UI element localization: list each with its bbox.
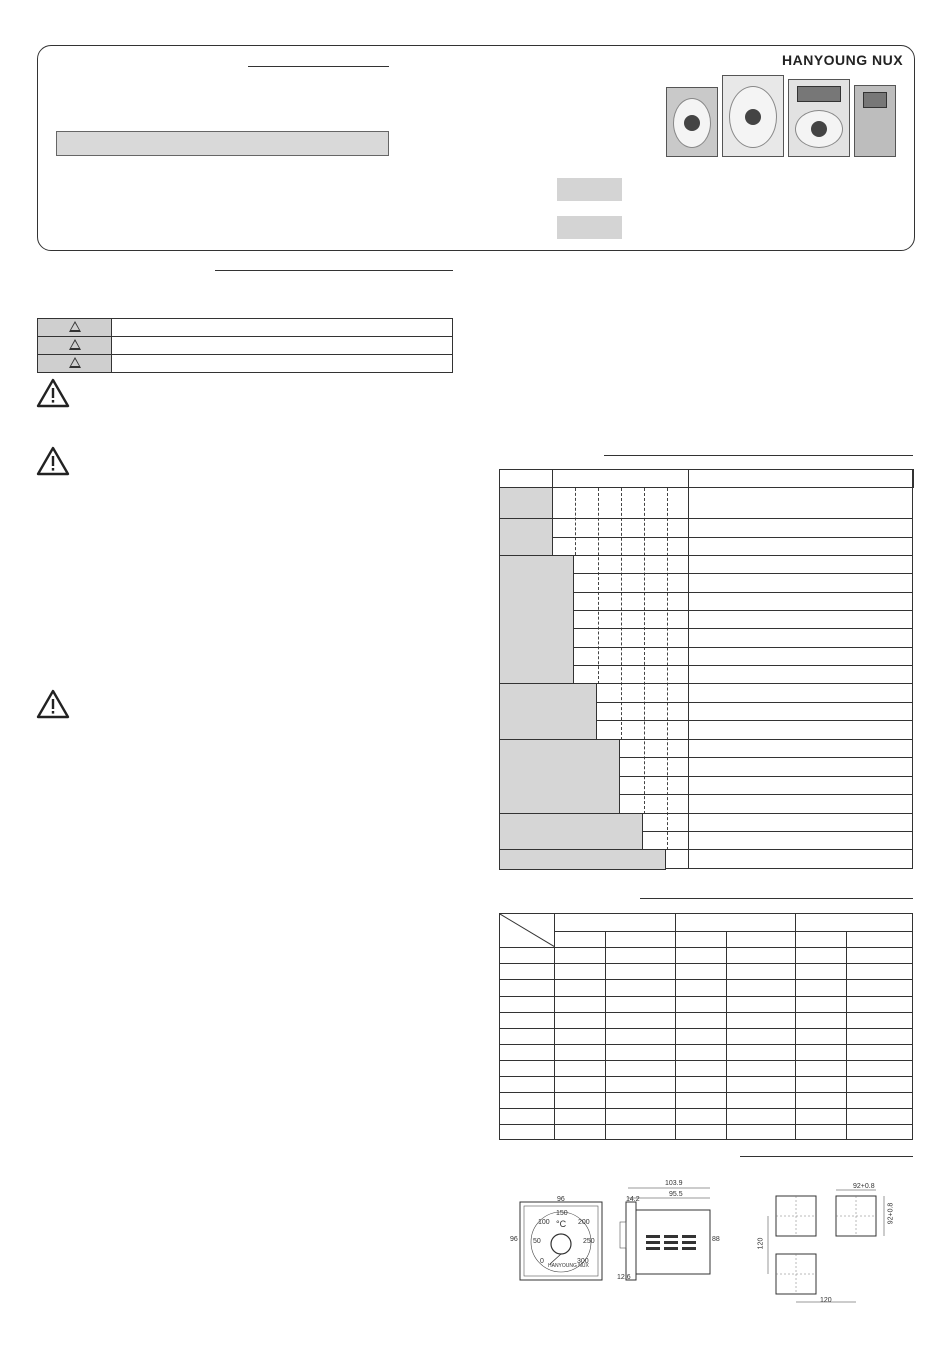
dial-tick-250: 250 (583, 1238, 595, 1245)
side-body-label: 95.5 (669, 1191, 683, 1198)
panel-pitch-h-label: 120 (820, 1297, 832, 1304)
dial-tick-0: 0 (540, 1258, 544, 1265)
side-front-label: 14.2 (626, 1196, 640, 1203)
dial-maker-label: HANYOUNG NUX (548, 1263, 589, 1269)
danger-big-icon (36, 378, 70, 408)
spec-chip-2 (557, 216, 622, 239)
dimensions-heading-underline (740, 1156, 913, 1157)
panel-cutout-drawing (760, 1180, 910, 1310)
product-photo-1 (666, 87, 718, 157)
product-photo-2 (722, 75, 784, 157)
caution-big-icon (36, 689, 70, 719)
front-width-label: 96 (557, 1196, 565, 1203)
side-height-label: 88 (712, 1236, 720, 1243)
title-underline (248, 66, 389, 67)
product-photos (666, 75, 906, 160)
dial-tick-50: 50 (533, 1238, 541, 1245)
range-heading-underline (640, 898, 913, 899)
model-banner (56, 131, 389, 156)
dial-tick-200: 200 (578, 1219, 590, 1226)
warning-legend-table (37, 318, 453, 373)
product-photo-3 (788, 79, 850, 157)
front-height-label: 96 (510, 1236, 518, 1243)
cutout-h-label: 92+0.8 (887, 1202, 895, 1225)
front-unit-label: °C (556, 1219, 567, 1229)
safety-heading-underline (215, 270, 453, 271)
brand-logo: HANYOUNG NUX (782, 52, 904, 68)
suffix-code-table (499, 469, 913, 869)
cutout-w-label: 92+0.8 (853, 1183, 875, 1190)
suffix-heading-underline (604, 455, 913, 456)
side-total-label: 103.9 (665, 1180, 683, 1187)
product-photo-4 (854, 85, 896, 157)
caution-icon (69, 357, 81, 368)
warning-icon (69, 339, 81, 350)
warning-big-icon (36, 446, 70, 476)
dial-tick-150: 150 (556, 1210, 568, 1217)
dial-tick-100: 100 (538, 1219, 550, 1226)
dial-tick-300: 300 (577, 1258, 589, 1265)
side-bottom-label: 12.6 (617, 1274, 631, 1281)
panel-pitch-v-label: 120 (757, 1237, 765, 1250)
input-range-table (499, 913, 913, 1140)
danger-icon (69, 321, 81, 332)
spec-chip-1 (557, 178, 622, 201)
